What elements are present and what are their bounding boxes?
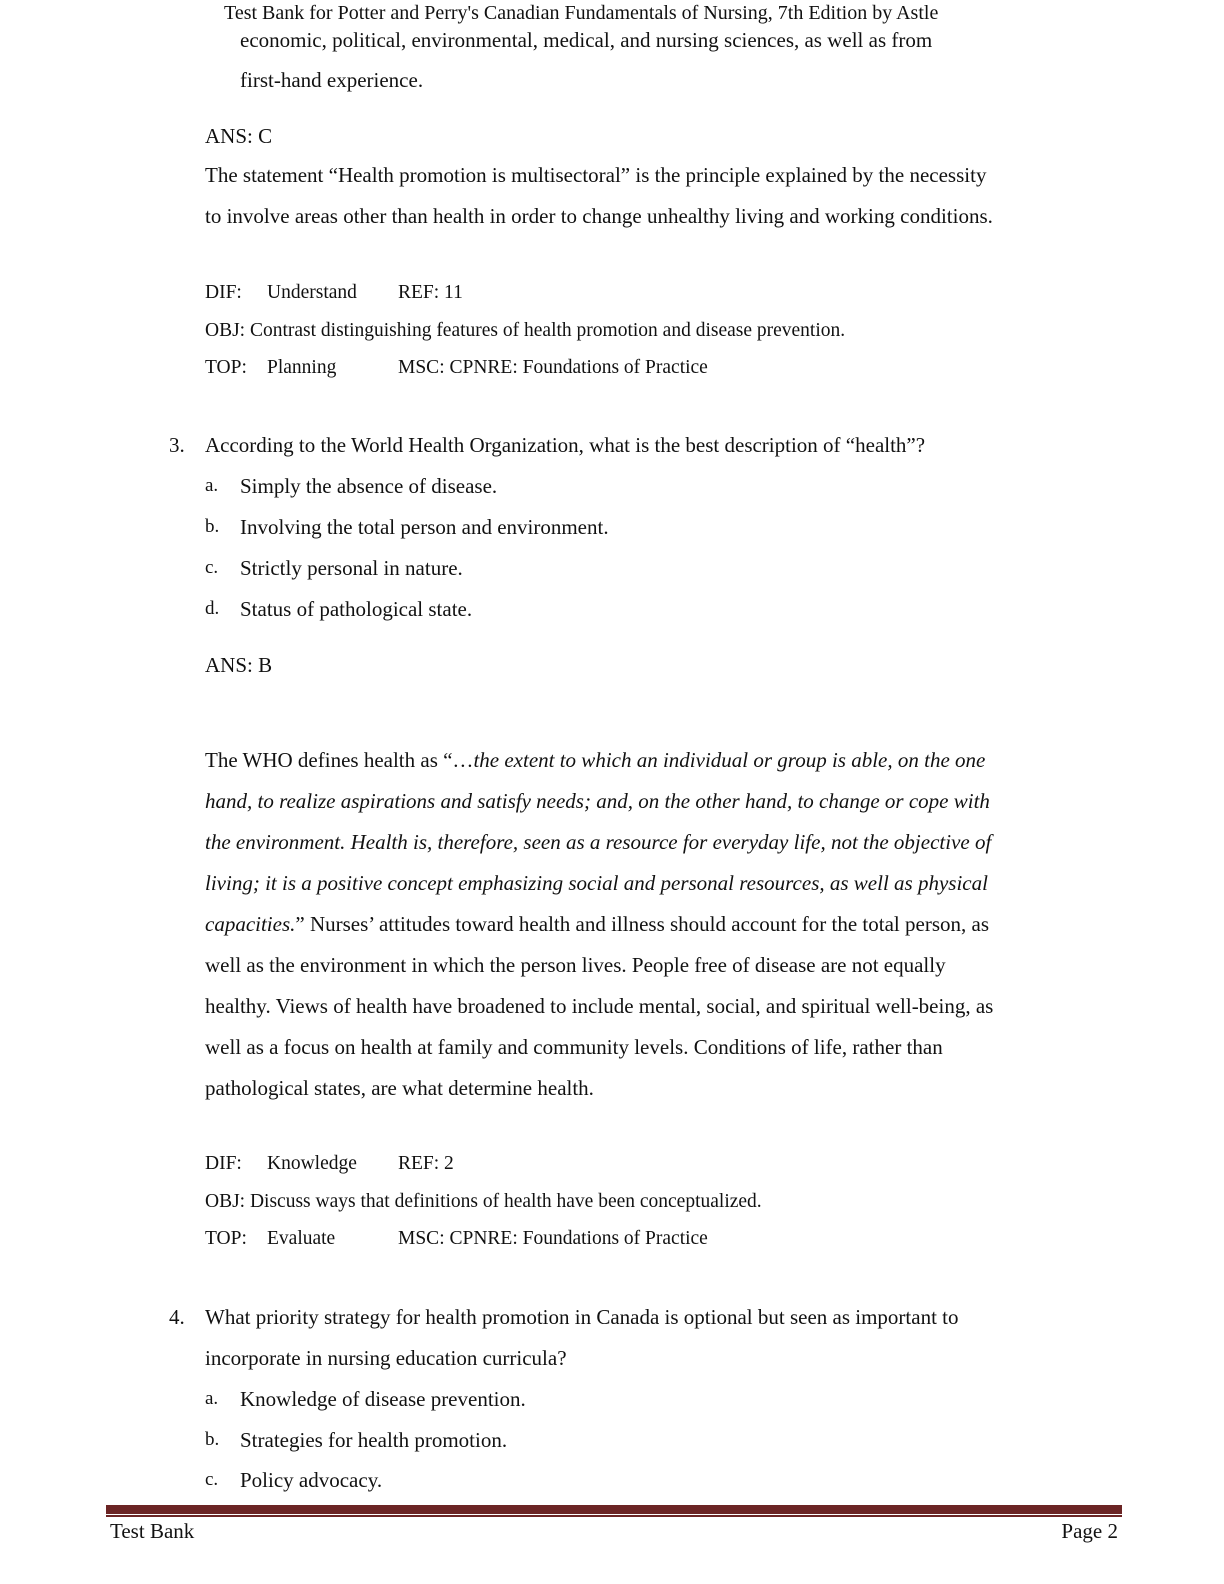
q2-obj: OBJ: Contrast distinguishing features of health promotion and disease prevention. — [205, 320, 846, 341]
q3-ref: REF: 2 — [398, 1153, 454, 1174]
q3-dif-label: DIF: — [205, 1153, 242, 1174]
q4-number: 4. — [169, 1305, 185, 1329]
q3-top-value: Evaluate — [267, 1228, 336, 1249]
q2-msc: MSC: CPNRE: Foundations of Practice — [398, 357, 708, 378]
q2-dif-label: DIF: — [205, 282, 242, 303]
q3-dif-value: Knowledge — [267, 1153, 357, 1174]
q3-answer: ANS: B — [205, 653, 273, 677]
q4-option-c-letter: c. — [205, 1469, 219, 1490]
q3-rationale-line-7: healthy. Views of health have broadened to include mental, social, and spiritual well-being, as — [205, 994, 994, 1018]
q3-option-a-text: Simply the absence of disease. — [240, 474, 498, 498]
q4-option-c-text: Policy advocacy. — [240, 1468, 383, 1492]
q4-stem-line-2: incorporate in nursing education curricula? — [205, 1346, 567, 1370]
q3-option-a-letter: a. — [205, 475, 219, 496]
q3-rationale-line-4: living; it is a positive concept emphasizing social and personal resources, as well as physical — [205, 871, 988, 895]
footer-left: Test Bank — [110, 1519, 195, 1543]
page-header: Test Bank for Potter and Perry's Canadian Fundamentals of Nursing, 7th Edition by Astle — [224, 2, 939, 24]
q3-rationale-l1-plain: The WHO defines health as “… — [205, 748, 474, 772]
q3-obj: OBJ: Discuss ways that definitions of health have been conceptualized. — [205, 1191, 762, 1212]
q2-top-label: TOP: — [205, 357, 247, 378]
q3-rationale-line-2: hand, to realize aspirations and satisfy needs; and, on the other hand, to change or cope with — [205, 789, 990, 813]
q3-option-d-text: Status of pathological state. — [240, 597, 473, 621]
q3-rationale-line-5 — [205, 912, 989, 937]
q3-top-label: TOP: — [205, 1228, 247, 1249]
q3-rationale-l5-plain: ” Nurses’ attitudes toward health and illness should account for the total person, as — [295, 912, 989, 936]
q4-option-a-letter: a. — [205, 1388, 219, 1409]
q3-rationale-l5-italic: capacities. — [205, 912, 296, 936]
footer-rule-thin — [106, 1515, 1122, 1517]
q4-option-b-text: Strategies for health promotion. — [240, 1428, 508, 1452]
q3-option-b-letter: b. — [205, 516, 220, 537]
q2-rationale-line-2: to involve areas other than health in order to change unhealthy living and working conditions. — [205, 204, 993, 228]
footer-rule — [106, 1505, 1122, 1514]
q3-option-d-letter: d. — [205, 598, 220, 619]
q3-rationale-line-8: well as a focus on health at family and community levels. Conditions of life, rather than — [205, 1035, 943, 1059]
q3-number: 3. — [169, 433, 185, 457]
q4-option-a-text: Knowledge of disease prevention. — [240, 1387, 526, 1411]
q2-ref: REF: 11 — [398, 282, 463, 303]
q3-option-c-text: Strictly personal in nature. — [240, 556, 463, 580]
page-number: Page 2 — [1061, 1519, 1118, 1543]
q3-rationale-line-1 — [205, 748, 985, 773]
q3-rationale-line-9: pathological states, are what determine health. — [205, 1076, 594, 1100]
q3-stem: According to the World Health Organization, what is the best description of “health”? — [205, 433, 926, 457]
q2-rationale-line-1: The statement “Health promotion is multisectoral” is the principle explained by the necessity — [205, 163, 987, 187]
q3-rationale-l1-italic: the extent to which an individual or group is able, on the one — [473, 748, 986, 772]
q3-msc: MSC: CPNRE: Foundations of Practice — [398, 1228, 708, 1249]
q3-rationale-line-3: the environment. Health is, therefore, seen as a resource for everyday life, not the objective of — [205, 830, 992, 854]
q4-stem-line-1: What priority strategy for health promotion in Canada is optional but seen as important to — [205, 1305, 959, 1329]
q2-top-value: Planning — [267, 357, 337, 378]
q2-dif-value: Understand — [267, 282, 357, 303]
carryover-line-2: first-hand experience. — [240, 68, 424, 92]
q2-answer: ANS: C — [205, 124, 273, 148]
q3-option-b-text: Involving the total person and environment. — [240, 515, 609, 539]
carryover-line-1: economic, political, environmental, medical, and nursing sciences, as well as from — [240, 28, 933, 52]
q3-option-c-letter: c. — [205, 557, 219, 578]
q3-rationale-line-6: well as the environment in which the person lives. People free of disease are not equally — [205, 953, 946, 977]
q4-option-b-letter: b. — [205, 1429, 220, 1450]
